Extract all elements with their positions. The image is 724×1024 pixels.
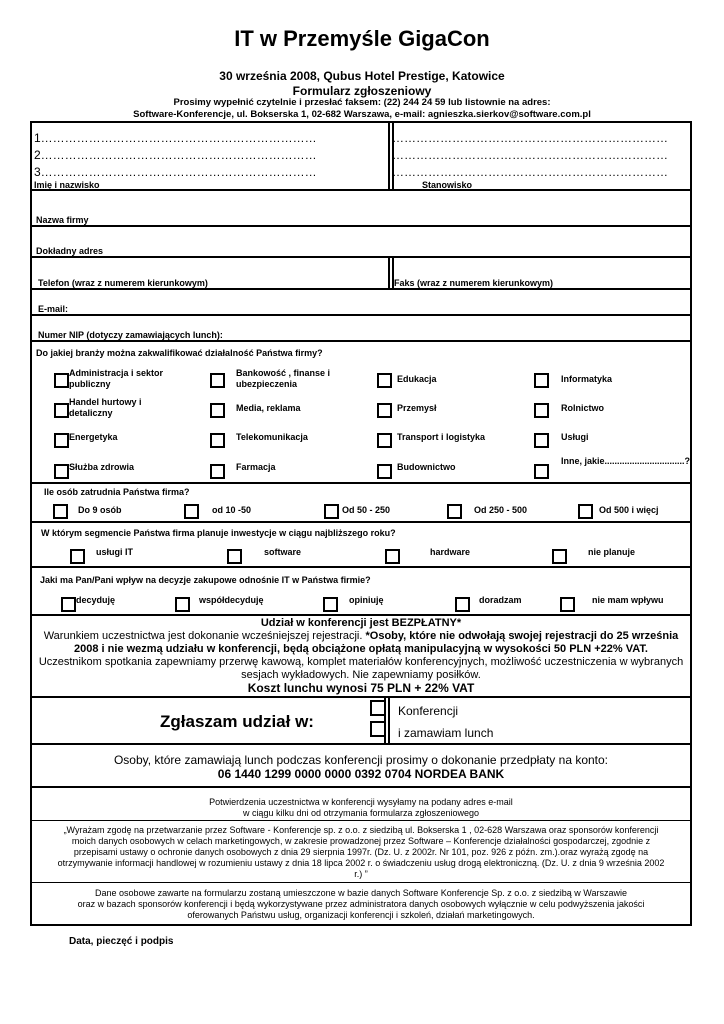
industry-checkbox[interactable] xyxy=(210,433,225,448)
registration-form xyxy=(30,121,692,926)
industry-checkbox[interactable] xyxy=(54,433,69,448)
industry-checkbox[interactable] xyxy=(377,433,392,448)
consent-line-3: przepisami ustawy o ochronie danych osobowych z dnia 29 sierpnia 1997r. (Dz. U. z 2002r. Nr 101, poz. 926 z późn. zm.).oraz wyrażą zgodę na xyxy=(73,847,649,857)
event-date-venue: 30 września 2008, Qubus Hotel Prestige, Katowice xyxy=(219,69,505,83)
consent-line-5: r.) ” xyxy=(354,869,368,879)
employees-question: Ile osób zatrudnia Państwa firma? xyxy=(44,487,190,497)
divider xyxy=(388,257,390,288)
instructions: Prosimy wypełnić czytelnie i przesłać faksem: (22) 244 24 59 lub listownie na adres: xyxy=(173,97,551,108)
position-line-3[interactable]: …………………………………………………………… xyxy=(392,165,668,179)
industry-checkbox[interactable] xyxy=(534,373,549,388)
address-label: Dokładny adres xyxy=(36,246,104,256)
segment-option-software: software xyxy=(264,547,302,557)
influence-option-decide: decyduję xyxy=(76,595,116,605)
divider xyxy=(32,256,690,258)
confirmation-line-2: w ciągu kilku dni od otrzymania formularza zgłoszeniowego xyxy=(242,808,480,818)
employees-checkbox[interactable] xyxy=(324,504,339,519)
divider xyxy=(32,743,690,745)
influence-option-none: nie mam wpływu xyxy=(592,595,664,605)
position-line-1[interactable]: …………………………………………………………… xyxy=(392,131,668,145)
industry-checkbox[interactable] xyxy=(377,403,392,418)
position-label: Stanowisko xyxy=(422,180,473,190)
position-line-2[interactable]: …………………………………………………………… xyxy=(392,148,668,162)
page-title: IT w Przemyśle GigaCon xyxy=(234,26,490,51)
bank-account: 06 1440 1299 0000 0000 0392 0704 NORDEA BANK xyxy=(217,767,505,781)
lunch-option: i zamawiam lunch xyxy=(398,726,494,740)
name-label: Imię i nazwisko xyxy=(34,180,100,190)
industry-option-telecom: Telekomunikacja xyxy=(236,432,308,442)
participation-line-3: Uczestnikom spotkania zapewniamy przerwę kawową, komplet materiałów konferencyjnych, możliwość uczestniczenia w wybranych xyxy=(38,656,684,668)
divider xyxy=(32,314,690,316)
email-label: E-mail: xyxy=(38,304,69,314)
industry-checkbox[interactable] xyxy=(377,464,392,479)
employees-option-5: Od 500 i więcj xyxy=(599,505,659,515)
nip-label: Numer NIP (dotyczy zamawiających lunch): xyxy=(38,330,223,340)
industry-checkbox[interactable] xyxy=(534,433,549,448)
form-name: Formularz zgłoszeniowy xyxy=(292,84,432,98)
industry-checkbox[interactable] xyxy=(534,464,549,479)
segment-checkbox[interactable] xyxy=(70,549,85,564)
employees-checkbox[interactable] xyxy=(53,504,68,519)
segment-option-none: nie planuje xyxy=(588,547,636,557)
industry-option-administration: Administracja i sektor publiczny xyxy=(69,368,164,389)
participant-line-3[interactable]: 3…………………………………………………………… xyxy=(34,165,317,179)
industry-checkbox[interactable] xyxy=(377,373,392,388)
industry-checkbox[interactable] xyxy=(54,403,69,418)
influence-checkbox[interactable] xyxy=(323,597,338,612)
divider xyxy=(388,123,390,190)
data-notice-line-1: Dane osobowe zawarte na formularzu zostaną umieszczone w bazie danych Software Konferencje Sp. z o.o. z siedzibą w Warszawie xyxy=(95,888,627,898)
payment-text: Osoby, które zamawiają lunch podczas konferencji prosimy o dokonanie przedpłaty na konto: xyxy=(113,753,609,767)
divider xyxy=(32,566,690,568)
participation-heading: Udział w konferencji jest BEZPŁATNY* xyxy=(260,617,462,629)
industry-checkbox[interactable] xyxy=(534,403,549,418)
influence-checkbox[interactable] xyxy=(175,597,190,612)
consent-line-2: moich danych osobowych w celach marketingowych, w zakresie prowadzonej przez Software – Konferencje działalności gospodarczej, zgodnie z xyxy=(71,836,651,846)
influence-option-advise: doradzam xyxy=(479,595,522,605)
participation-line-1: Warunkiem uczestnictwa jest dokonanie wcześniejszej rejestracji. *Osoby, które nie odwołają swojej rejestracji do 25 września xyxy=(43,630,679,642)
influence-checkbox[interactable] xyxy=(61,597,76,612)
industry-option-pharma: Farmacja xyxy=(236,462,276,472)
segment-question: W którym segmencie Państwa firma planuje inwestycje w ciągu najbliższego roku? xyxy=(41,528,396,538)
industry-option-industry: Przemysł xyxy=(397,403,437,413)
industry-checkbox[interactable] xyxy=(210,403,225,418)
fax-label: Faks (wraz z numerem kierunkowym) xyxy=(394,278,554,288)
divider xyxy=(32,482,690,484)
signature-label: Data, pieczęć i podpis xyxy=(69,936,174,947)
divider xyxy=(32,288,690,290)
industry-option-banking: Bankowość , finanse i ubezpieczenia xyxy=(236,368,331,389)
conference-checkbox[interactable] xyxy=(370,700,386,716)
industry-option-media: Media, reklama xyxy=(236,403,301,413)
industry-question: Do jakiej branży można zakwalifikować działalność Państwa firmy? xyxy=(36,348,323,358)
participation-line-4: sesjach wykładowych. Nie zapewniamy posiłków. xyxy=(241,669,481,681)
participant-line-2[interactable]: 2…………………………………………………………… xyxy=(34,148,317,162)
industry-checkbox[interactable] xyxy=(54,373,69,388)
industry-option-health: Służba zdrowia xyxy=(69,462,135,472)
divider xyxy=(32,882,690,883)
segment-checkbox[interactable] xyxy=(552,549,567,564)
phone-label: Telefon (wraz z numerem kierunkowym) xyxy=(38,278,208,288)
influence-option-opinion: opiniuję xyxy=(349,595,384,605)
employees-checkbox[interactable] xyxy=(184,504,199,519)
industry-option-transport: Transport i logistyka xyxy=(397,432,486,442)
conference-option: Konferencji xyxy=(398,704,459,718)
industry-option-agriculture: Rolnictwo xyxy=(561,403,604,413)
divider xyxy=(32,820,690,821)
segment-option-services: usługi IT xyxy=(96,547,133,557)
segment-checkbox[interactable] xyxy=(385,549,400,564)
divider xyxy=(32,786,690,788)
participant-line-1[interactable]: 1…………………………………………………………… xyxy=(34,131,317,145)
confirmation-line-1: Potwierdzenia uczestnictwa w konferencji wysyłamy na podany adres e-mail xyxy=(209,797,513,807)
consent-line-1: „Wyrażam zgodę na przetwarzanie przez Software - Konferencje sp. z o.o. z siedzibą ul. Bokserska 1 , 02-628 Warszawa oraz sponsorów konferencji xyxy=(63,825,659,835)
employees-checkbox[interactable] xyxy=(447,504,462,519)
influence-checkbox[interactable] xyxy=(560,597,575,612)
influence-checkbox[interactable] xyxy=(455,597,470,612)
data-notice-line-3: oferowanych Państwu usług, organizacji konferencji i szkoleń, działań marketingowych. xyxy=(187,910,535,920)
industry-option-education: Edukacja xyxy=(397,374,437,384)
divider xyxy=(32,696,690,698)
divider xyxy=(32,614,690,616)
employees-option-1: Do 9 osób xyxy=(78,505,122,515)
lunch-cost: Koszt lunchu wynosi 75 PLN + 22% VAT xyxy=(247,681,475,695)
industry-checkbox[interactable] xyxy=(210,464,225,479)
influence-question: Jaki ma Pan/Pani wpływ na decyzje zakupowe odnośnie IT w Państwa firmie? xyxy=(40,575,371,585)
data-notice-line-2: oraz w bazach sponsorów konferencji i będą wykorzystywane przez administratora danych osobowych wyłącznie w celu podwyższenia jakości xyxy=(77,899,645,909)
industry-checkbox[interactable] xyxy=(210,373,225,388)
segment-checkbox[interactable] xyxy=(227,549,242,564)
influence-option-codecide: współdecyduję xyxy=(199,595,264,605)
industry-option-energy: Energetyka xyxy=(69,432,118,442)
industry-option-services: Usługi xyxy=(561,432,589,442)
divider xyxy=(32,189,690,191)
industry-option-other: Inne, jakie................................? xyxy=(561,456,691,466)
divider xyxy=(32,521,690,523)
signup-label: Zgłaszam udział w: xyxy=(160,712,314,731)
divider xyxy=(392,123,394,190)
segment-option-hardware: hardware xyxy=(430,547,471,557)
employees-checkbox[interactable] xyxy=(578,504,593,519)
consent-line-4: otrzymywanie informacji handlowej w rozumieniu ustawy z dnia 18 lipca 2002 r. o świadczeniu usług drogą elektroniczną. (Dz. U. z dnia 9 września 2002 xyxy=(57,858,665,868)
participation-line-2: 2008 i nie wezmą udziału w konferencji, będą obciążone opłatą manipulacyjną w wysokości 50 PLN +22% VAT. xyxy=(74,643,648,655)
company-label: Nazwa firmy xyxy=(36,215,89,225)
employees-option-2: od 10 -50 xyxy=(212,505,252,515)
industry-option-construction: Budownictwo xyxy=(397,462,456,472)
employees-option-4: Od 250 - 500 xyxy=(474,505,528,515)
divider xyxy=(32,340,690,342)
industry-option-trade: Handel hurtowy i detaliczny xyxy=(69,397,142,418)
industry-checkbox[interactable] xyxy=(54,464,69,479)
industry-option-it: Informatyka xyxy=(561,374,613,384)
divider xyxy=(32,225,690,227)
mailing-address: Software-Konferencje, ul. Bokserska 1, 02-682 Warszawa, e-mail: agnieszka.sierkov@software.com.pl xyxy=(133,109,591,120)
divider xyxy=(388,697,390,744)
lunch-checkbox[interactable] xyxy=(370,721,386,737)
employees-option-3: Od 50 - 250 xyxy=(342,505,391,515)
